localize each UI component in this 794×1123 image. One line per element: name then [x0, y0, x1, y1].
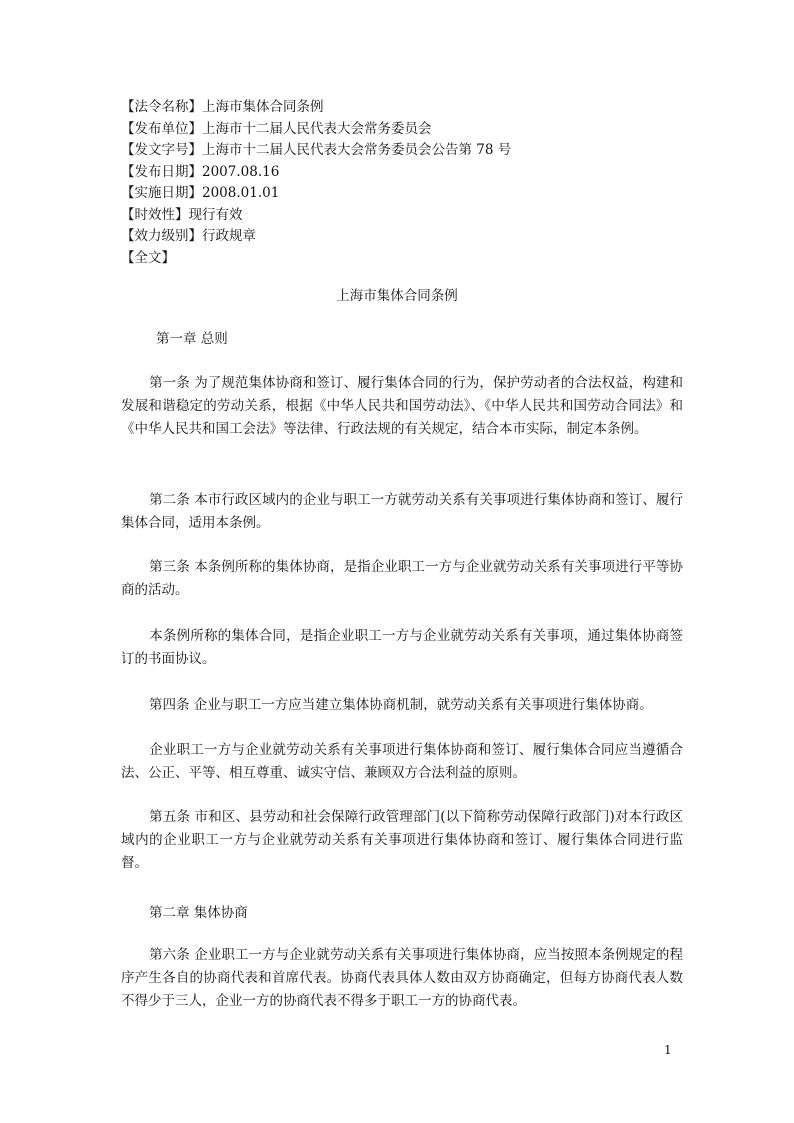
- article-5: [121, 806, 683, 875]
- metadata-issuing-unit: 【发布单位】上海市十二届人民代表大会常务委员会: [121, 120, 432, 137]
- metadata-issue-date: 【发布日期】2007.08.16: [121, 163, 280, 180]
- article-2-text: 第二条 本市行政区域内的企业与职工一方就劳动关系有关事项进行集体协商和签订、履行集体合同，适用本条例。: [121, 492, 683, 531]
- metadata-level: 【效力级别】行政规章: [121, 228, 256, 244]
- article-1: [121, 372, 683, 441]
- article-4-paragraph-2: [121, 739, 683, 785]
- article-3: [121, 556, 683, 602]
- article-2: [121, 489, 683, 535]
- article-6: [121, 944, 683, 1013]
- document-metadata: [121, 97, 681, 269]
- article-6-text: 第六条 企业职工一方与企业就劳动关系有关事项进行集体协商，应当按照本条例规定的程序产生各自的协商代表和首席代表。协商代表具体人数由双方协商确定，但每方协商代表人数不得少于三人，企业一方的协商代表不得多于职工一方的协商代表。: [121, 947, 683, 1009]
- metadata-full-text: 【全文】: [121, 249, 175, 266]
- article-1-text: 第一条 为了规范集体协商和签订、履行集体合同的行为，保护劳动者的合法权益，构建和发展和谐稳定的劳动关系，根据《中华人民共和国劳动法》、《中华人民共和国劳动合同法》和《中华人民共和国工会法》等法律、行政法规的有关规定，结合本市实际，制定本条例。: [121, 375, 683, 437]
- metadata-document-number: 【发文字号】上海市十二届人民代表大会常务委员会公告第 78 号: [121, 142, 512, 158]
- metadata-validity: 【时效性】现行有效: [121, 206, 243, 223]
- article-4: [121, 694, 683, 717]
- article-4-paragraph-2-text: 企业职工一方与企业就劳动关系有关事项进行集体协商和签订、履行集体合同应当遵循合法、公正、平等、相互尊重、诚实守信、兼顾双方合法利益的原则。: [121, 742, 683, 781]
- metadata-effective-date: 【实施日期】2008.01.01: [121, 185, 280, 201]
- document-title: 上海市集体合同条例: [336, 288, 458, 304]
- page-number: 1: [664, 1043, 672, 1057]
- chapter-heading-2: 第二章 集体协商: [149, 905, 248, 921]
- chapter-heading-1: 第一章 总则: [156, 331, 228, 347]
- metadata-law-name: 【法令名称】上海市集体合同条例: [121, 99, 324, 115]
- article-3-text: 第三条 本条例所称的集体协商，是指企业职工一方与企业就劳动关系有关事项进行平等协商的活动。: [121, 559, 683, 598]
- article-5-text: 第五条 市和区、县劳动和社会保障行政管理部门(以下简称劳动保障行政部门)对本行政区域内的企业职工一方与企业就劳动关系有关事项进行集体协商和签订、履行集体合同进行监督。: [121, 809, 683, 871]
- article-3-paragraph-2-text: 本条例所称的集体合同，是指企业职工一方与企业就劳动关系有关事项，通过集体协商签订的书面协议。: [121, 628, 683, 667]
- article-4-text: 第四条 企业与职工一方应当建立集体协商机制，就劳动关系有关事项进行集体协商。: [149, 697, 653, 713]
- article-3-paragraph-2: [121, 625, 683, 671]
